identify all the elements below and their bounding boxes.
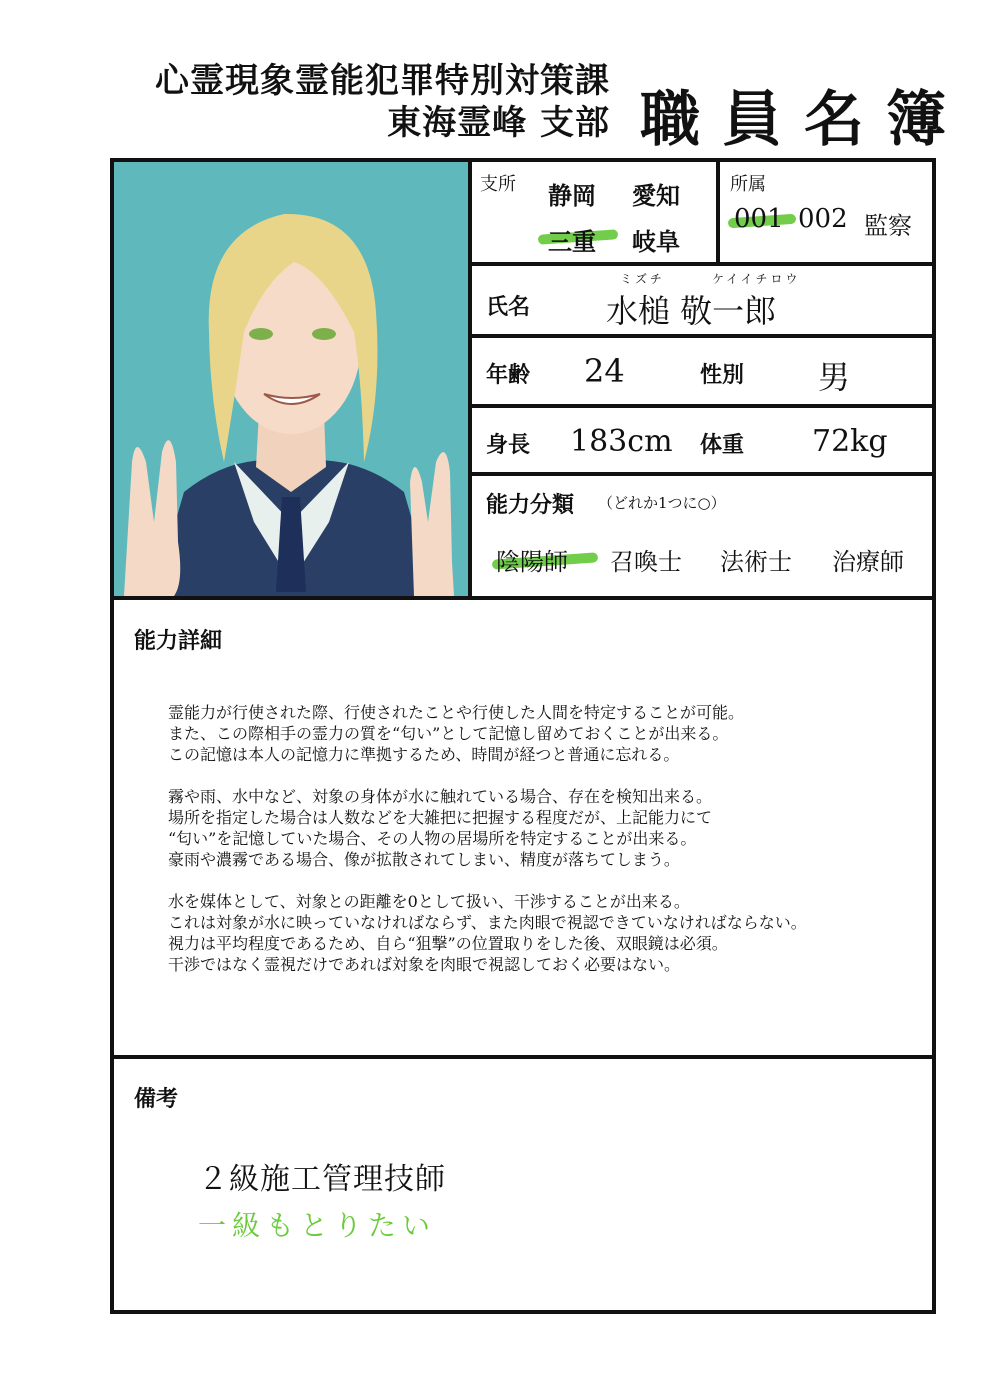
ability-option-healer[interactable]: 治療師 — [832, 548, 904, 576]
detail-line: また、この際相手の霊力の質を“匂い”として記憶し留めておくことが出来る。 — [168, 724, 729, 743]
weight-label: 体重 — [700, 433, 745, 458]
department-name: 心霊現象霊能犯罪特別対策課 — [155, 61, 610, 101]
department-header — [110, 60, 610, 144]
remarks-handwritten-note: 一級もとりたい — [198, 1209, 437, 1242]
remarks-line-1: ２級施工管理技師 — [198, 1162, 446, 1197]
detail-line: “匂い”を記憶していた場合、その人物の居場所を特定することが出来る。 — [168, 829, 697, 848]
row-line — [468, 472, 936, 476]
age-value: 24 — [584, 352, 625, 390]
detail-line: 場所を指定した場合は人数などを大雑把に把握する程度だが、上記能力にて — [168, 808, 713, 827]
branch-option-mie[interactable]: 三重 — [548, 228, 596, 256]
section-line — [110, 596, 936, 600]
detail-line: この記憶は本人の記憶力に準拠するため、時間が経つと普通に忘れる。 — [168, 745, 680, 764]
remarks-label: 備考 — [134, 1087, 179, 1112]
ability-class-hint: （どれか1つに○） — [598, 494, 726, 512]
ability-option-sorcerer[interactable]: 法術士 — [720, 548, 792, 576]
branch-option-gifu[interactable]: 岐阜 — [632, 228, 680, 256]
detail-line: 霊能力が行使された際、行使されたことや行使した人間を特定することが可能。 — [168, 703, 745, 722]
ability-option-summoner[interactable]: 召喚士 — [610, 548, 682, 576]
photo-divider — [468, 158, 472, 600]
affiliation-option-inspection[interactable]: 監察 — [864, 212, 912, 240]
row-line — [468, 334, 936, 338]
staff-portrait — [114, 162, 468, 596]
name-reading-family: ミズチ — [620, 272, 665, 286]
row-line — [468, 404, 936, 408]
age-label: 年齢 — [486, 363, 531, 388]
affiliation-option-002[interactable]: 002 — [798, 204, 848, 234]
name-label: 氏名 — [486, 295, 531, 320]
height-value: 183cm — [570, 424, 673, 459]
weight-value: 72kg — [812, 424, 888, 459]
detail-line: 視力は平均程度であるため、自ら“狙撃”の位置取りをした後、双眼鏡は必須。 — [168, 934, 728, 953]
branch-option-shizuoka[interactable]: 静岡 — [548, 182, 596, 210]
page-title: 職員名簿 — [640, 85, 968, 155]
height-label: 身長 — [486, 433, 531, 458]
detail-line: 水を媒体として、対象との距離を0として扱い、干渉することが出来る。 — [168, 892, 690, 911]
portrait-illustration — [114, 162, 468, 596]
detail-line: 霧や雨、水中など、対象の身体が水に触れている場合、存在を検知出来る。 — [168, 787, 713, 806]
ability-detail-text — [168, 702, 928, 975]
affiliation-option-001[interactable]: 001 — [734, 204, 784, 234]
detail-line: これは対象が水に映っていなければならず、また肉眼で視認できていなければならない。 — [168, 913, 807, 932]
name-reading-given: ケイイチロウ — [712, 272, 801, 286]
branch-office-label: 支所 — [480, 174, 516, 195]
branch-divider — [716, 158, 720, 266]
sex-value: 男 — [818, 358, 851, 396]
ability-option-onmyoji[interactable]: 陰陽師 — [496, 548, 568, 576]
section-line — [110, 1055, 936, 1059]
affiliation-label: 所属 — [730, 174, 766, 195]
branch-name: 東海霊峰 支部 — [387, 103, 610, 143]
branch-option-aichi[interactable]: 愛知 — [632, 182, 680, 210]
detail-line: 豪雨や濃霧である場合、像が拡散されてしまい、精度が落ちてしまう。 — [168, 850, 680, 869]
detail-line: 干渉ではなく霊視だけであれば対象を肉眼で視認しておく必要はない。 — [168, 955, 681, 974]
ability-class-label: 能力分類 — [486, 493, 575, 518]
ability-detail-label: 能力詳細 — [134, 629, 223, 654]
sex-label: 性別 — [700, 363, 745, 388]
name-value: 水槌 敬一郎 — [606, 292, 777, 330]
row-line — [468, 262, 936, 266]
